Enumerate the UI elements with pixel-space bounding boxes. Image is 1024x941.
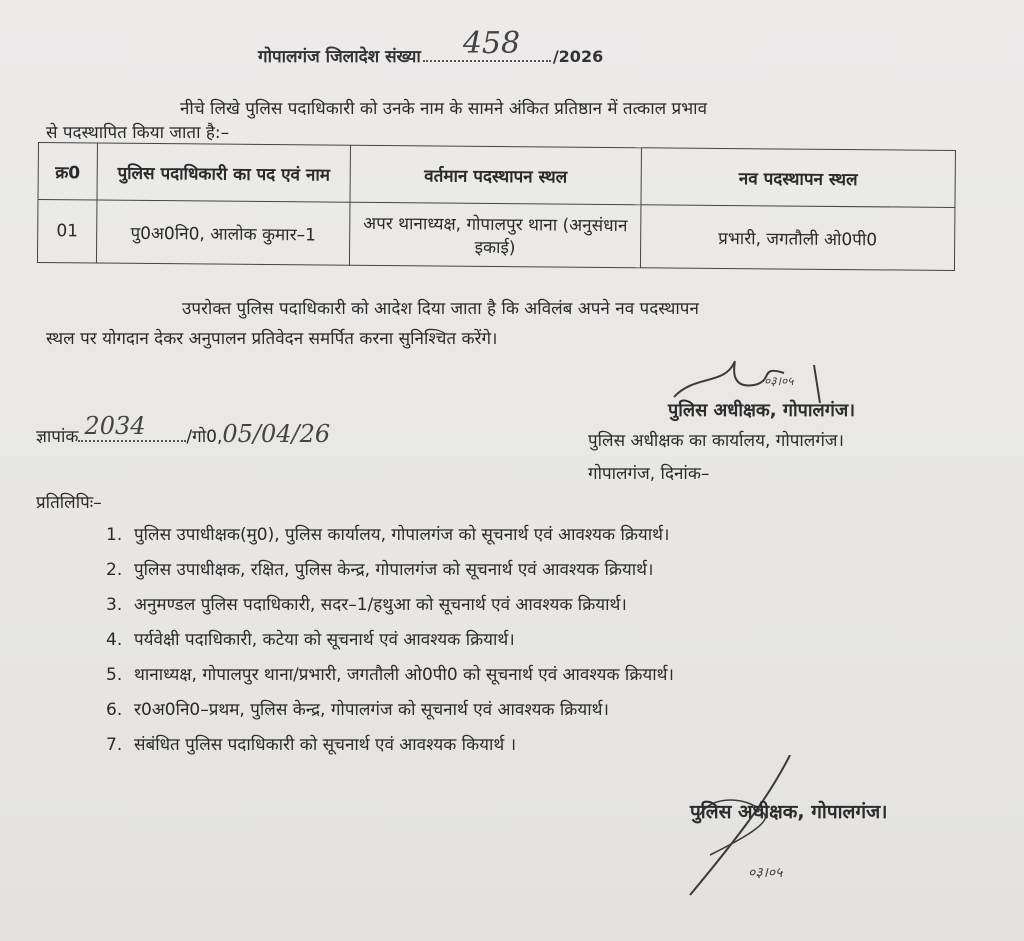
order-year: /2026 — [552, 47, 604, 66]
list-item-number: 5. — [106, 665, 123, 685]
signatory-title-1: पुलिस अधीक्षक, गोपालगंज। — [668, 400, 856, 421]
header-current-posting: वर्तमान पदस्थापन स्थल — [350, 145, 641, 205]
list-item — [106, 660, 674, 695]
list-item — [106, 695, 674, 730]
list-item-text: संबंधित पुलिस पदाधिकारी को सूचनार्थ एवं आवश्यक कियार्थ । — [134, 735, 517, 755]
memo-label: ज्ञापांक — [36, 427, 79, 447]
header-officer-name: पुलिस पदाधिकारी का पद एवं नाम — [97, 143, 350, 202]
memo-suffix: /गो0, — [186, 427, 223, 447]
list-item — [106, 590, 674, 625]
order-number-handwritten: 458 — [462, 26, 521, 61]
instruction-line-2: स्थल पर योगदान देकर अनुपालन प्रतिवेदन समर्पित करना सुनिश्चित करेंगे। — [46, 329, 498, 349]
signature-1-date: ०३।०५ — [764, 374, 794, 388]
posting-table — [37, 142, 956, 271]
cell-officer-name: पु0अ0नि0, आलोक कुमार–1 — [96, 200, 350, 265]
cell-current-posting: अपर थानाध्यक्ष, गोपालपुर थाना (अनुसंधान इकाई) — [349, 202, 641, 268]
order-number-line — [258, 26, 604, 67]
list-item-text: पर्यवेक्षी पदाधिकारी, कटेया को सूचनार्थ एवं आवश्यक क्रियार्थ। — [134, 630, 515, 650]
memo-number-handwritten: 2034 — [84, 412, 146, 440]
instruction-line-1: उपरोक्त पुलिस पदाधिकारी को आदेश दिया जाता है कि अविलंब अपने नव पदस्थापन — [182, 299, 699, 319]
cell-serial: 01 — [37, 200, 97, 264]
memo-number-line — [36, 412, 331, 448]
signature-scribble-2 — [670, 755, 820, 905]
list-item-number: 4. — [106, 630, 123, 650]
header-serial: क्र0 — [38, 143, 97, 201]
office-name: पुलिस अधीक्षक का कार्यालय, गोपालगंज। — [588, 431, 844, 451]
table-row — [37, 200, 955, 271]
list-item-number: 1. — [106, 525, 123, 545]
list-item-text: पुलिस उपाधीक्षक, रक्षित, पुलिस केन्द्र, गोपालगंज को सूचनार्थ एवं आवश्यक क्रियार्थ। — [134, 560, 654, 580]
cell-new-posting: प्रभारी, जगतौली ओ0पी0 — [640, 205, 955, 271]
list-item-number: 7. — [106, 735, 123, 755]
list-item-text: पुलिस उपाधीक्षक(मु0), पुलिस कार्यालय, गोपालगंज को सूचनार्थ एवं आवश्यक क्रियार्थ। — [134, 525, 670, 545]
list-item-number: 3. — [106, 595, 123, 615]
list-item — [106, 730, 674, 765]
list-item — [106, 555, 674, 590]
list-item — [106, 520, 674, 555]
list-item-text: थानाध्यक्ष, गोपालपुर थाना/प्रभारी, जगतौली ओ0पी0 को सूचनार्थ एवं आवश्यक क्रियार्थ। — [134, 665, 674, 685]
header-new-posting: नव पदस्थापन स्थल — [641, 148, 955, 208]
list-item-text: र0अ0नि0–प्रथम, पुलिस केन्द्र, गोपालगंज को सूचनार्थ एवं आवश्यक क्रियार्थ। — [134, 700, 609, 720]
office-date-line: गोपालगंज, दिनांक– — [588, 464, 710, 484]
table-header-row — [38, 143, 955, 208]
order-label: गोपालगंज जिलादेश संख्या — [258, 47, 421, 67]
list-item-number: 6. — [106, 700, 123, 720]
copy-heading: प्रतिलिपिः– — [36, 493, 102, 513]
list-item — [106, 625, 674, 660]
memo-date-handwritten: 05/04/26 — [222, 420, 331, 448]
intro-line-2: से पदस्थापित किया जाता है:– — [46, 123, 230, 143]
signatory-title-2: पुलिस अधीक्षक, गोपालगंज। — [690, 801, 888, 823]
memo-number-blank — [78, 412, 186, 442]
intro-line-1: नीचे लिखे पुलिस पदाधिकारी को उनके नाम के सामने अंकित प्रतिष्ठान में तत्काल प्रभाव — [180, 99, 708, 119]
order-number-blank — [423, 26, 551, 62]
signature-2-date: ०३।०५ — [748, 865, 783, 881]
list-item-number: 2. — [106, 560, 123, 580]
copy-list — [106, 520, 674, 765]
list-item-text: अनुमण्डल पुलिस पदाधिकारी, सदर–1/हथुआ को सूचनार्थ एवं आवश्यक क्रियार्थ। — [134, 595, 627, 615]
